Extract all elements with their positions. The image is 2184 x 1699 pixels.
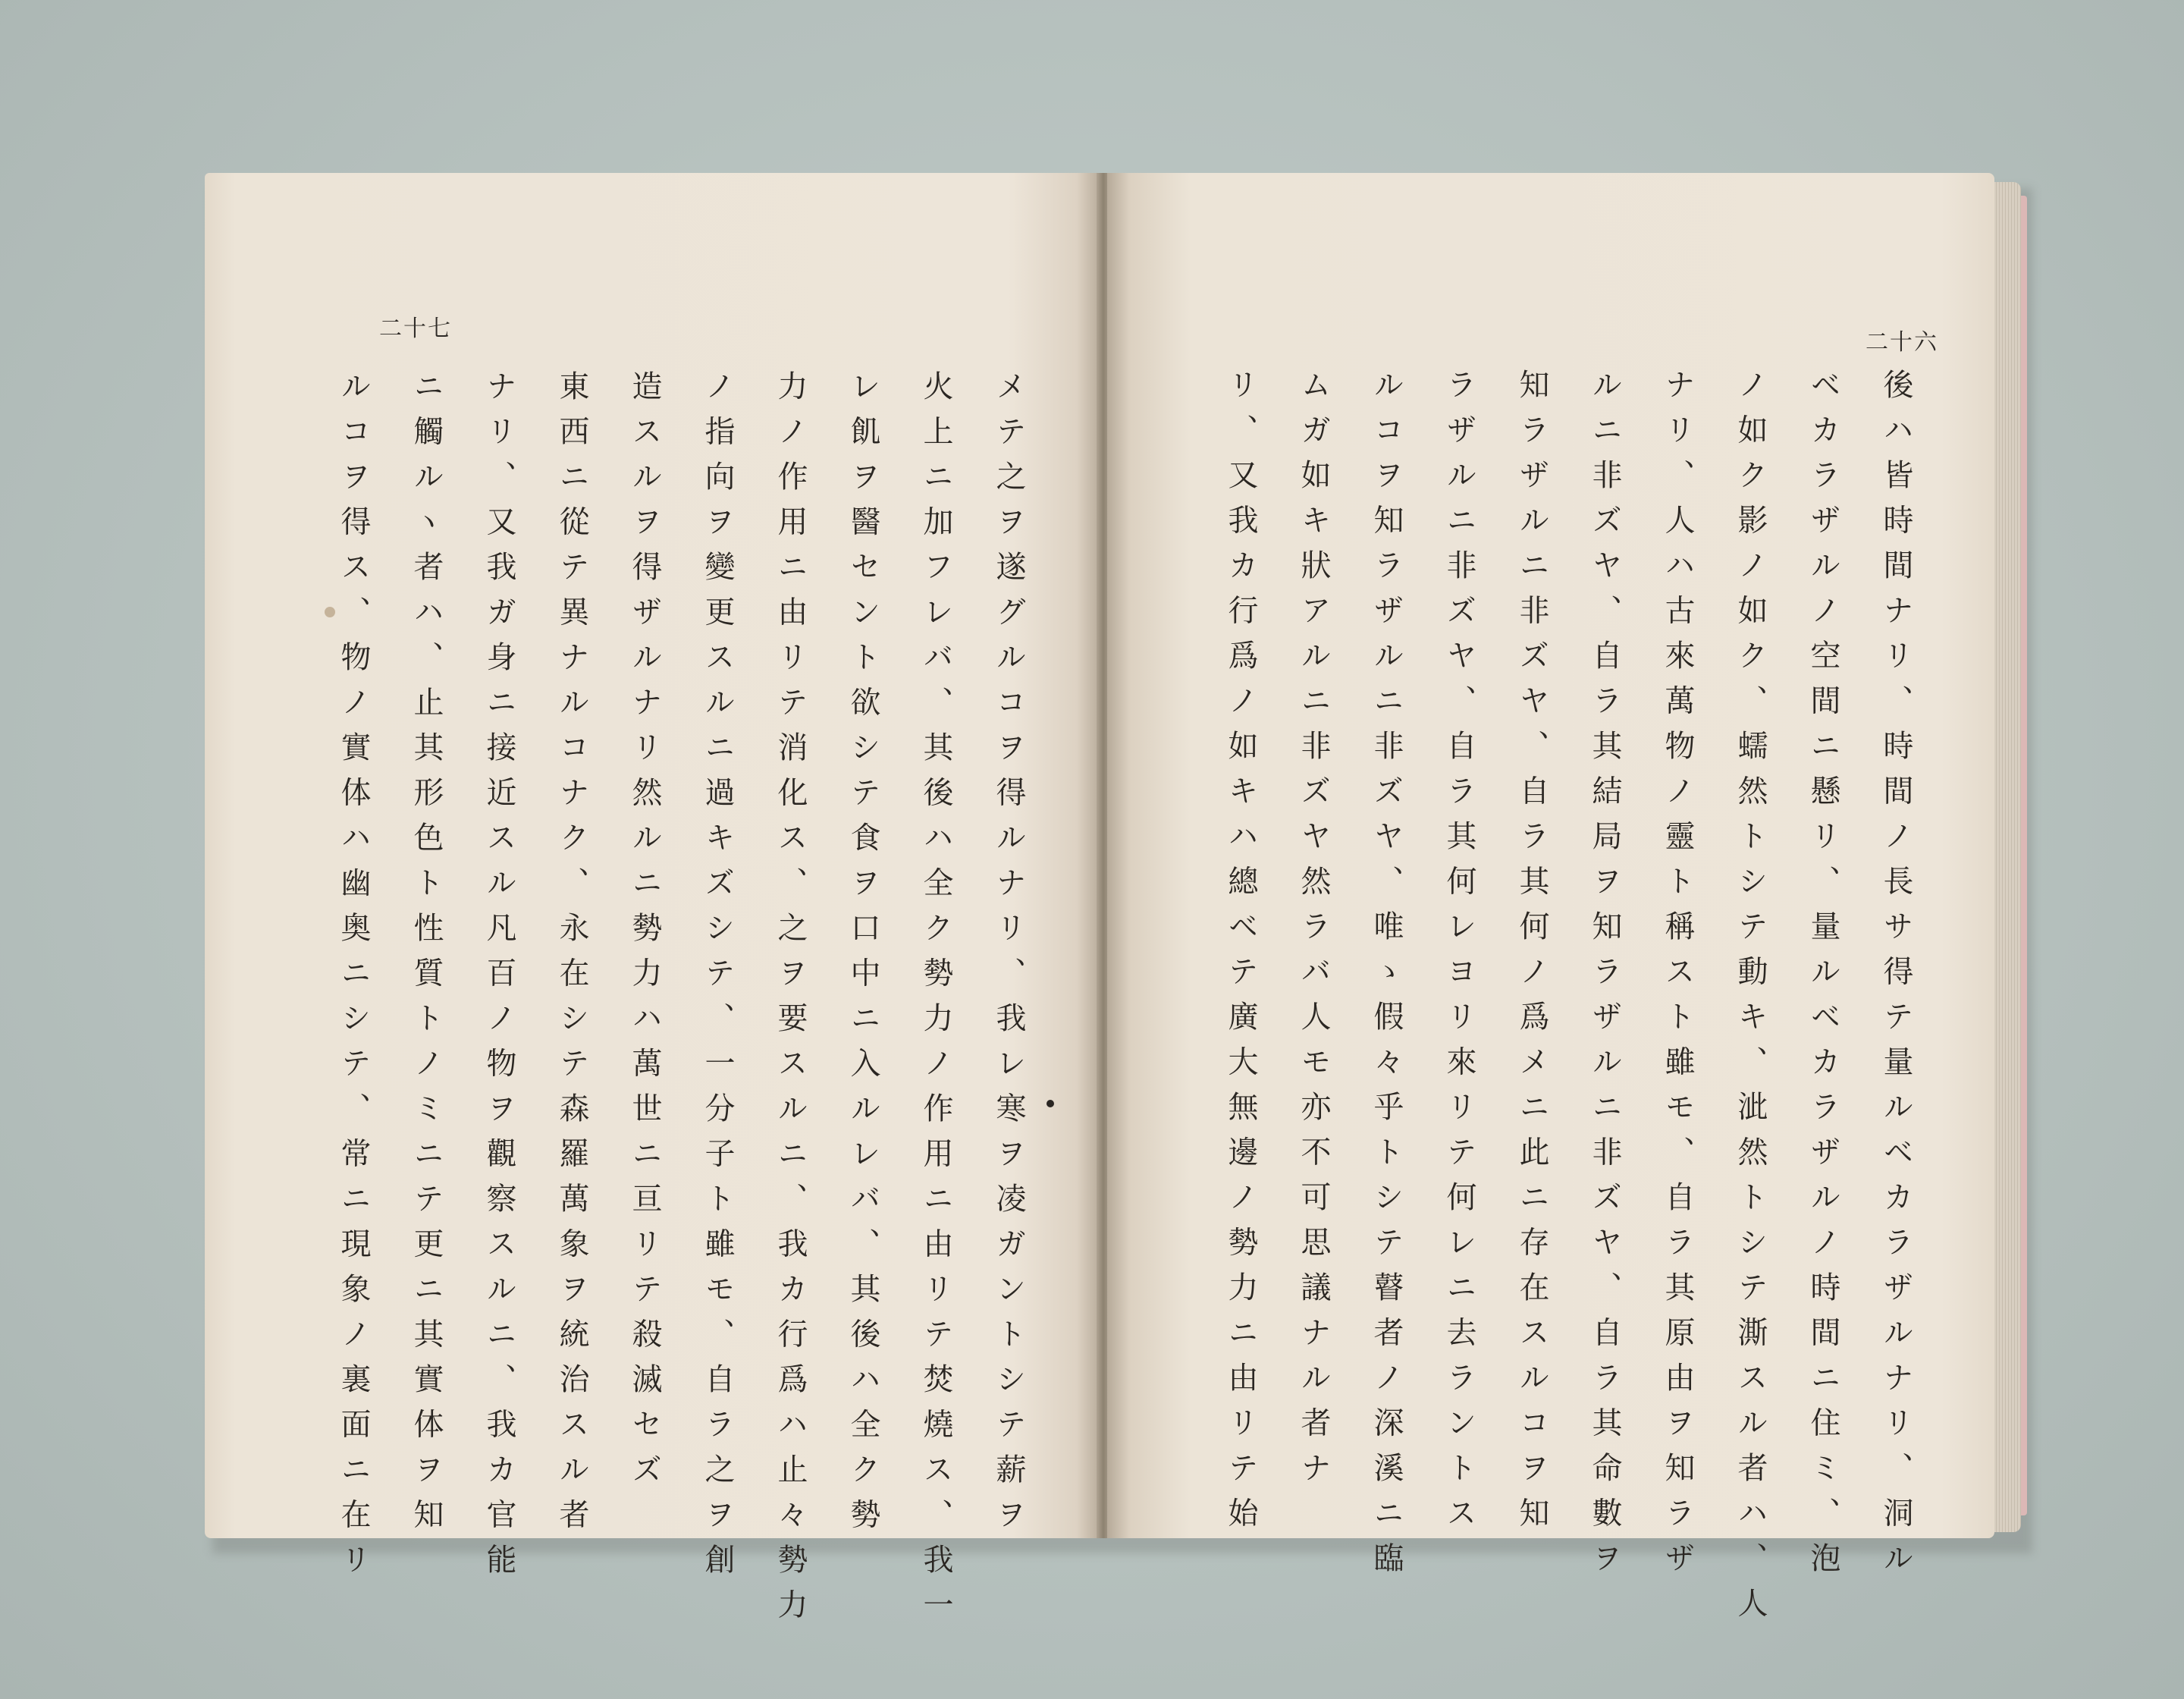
text-column: ラザルニ非ズヤ、自ラ其何レヨリ來リテ何レニ去ラントス [1442, 369, 1476, 1542]
text-column: ノ指向ヲ變更スルニ過キズシテ、一分子ト雖モ、自ラ之ヲ創 [700, 370, 735, 1589]
text-column: ナリ、又我ガ身ニ接近スル凡百ノ物ヲ觀察スルニ、我カ官能 [482, 370, 516, 1589]
text-column: ベカラザルノ空間ニ懸リ、量ルベカラザルノ時間ニ住ミ、泡 [1806, 369, 1840, 1588]
text-column: 造スルヲ得ザルナリ然ルニ勢力ハ萬世ニ亘リテ殺滅セズ [627, 370, 662, 1499]
open-book [205, 173, 2034, 1634]
paper-stain [325, 607, 335, 617]
text-column: メテ之ヲ遂グルコヲ得ルナリ、我レ寒ヲ凌ガントシテ薪ヲ [991, 370, 1026, 1544]
text-column: ナリ、人ハ古來萬物ノ靈ト稱スト雖モ、自ラ其原由ヲ知ラザ [1660, 369, 1695, 1588]
text-column: リ、又我カ行爲ノ如キハ總ベテ廣大無邊ノ勢力ニ由リテ始 [1223, 369, 1258, 1542]
text-column: 後ハ皆時間ナリ、時間ノ長サ得テ量ルベカラザルナリ、洞ル [1878, 369, 1913, 1588]
text-column: 力ノ作用ニ由リテ消化ス、之ヲ要スルニ、我カ行爲ハ止々勢力 [773, 370, 808, 1634]
right-page [1107, 173, 1994, 1632]
text-column: ルコヲ知ラザルニ非ズヤ、唯ゝ假々乎トシテ瞽者ノ深溪ニ臨 [1369, 369, 1404, 1588]
text-column: ルコヲ得ス、物ノ實体ハ幽奥ニシテ、常ニ現象ノ裏面ニ在リ [336, 370, 371, 1589]
text-column: レ飢ヲ醫セント欲シテ食ヲ口中ニ入ルレバ、其後ハ全ク勢 [846, 370, 880, 1544]
cover-edge [2021, 196, 2027, 1515]
page-number: 二十六 [1866, 329, 1938, 356]
text-column: ムガ如キ狀アルニ非ズヤ然ラバ人モ亦不可思議ナル者ナ [1296, 369, 1331, 1497]
text-column: ニ觸ルヽ者ハ、止其形色ト性質トノミニテ更ニ其實体ヲ知 [409, 370, 444, 1544]
text-column: ノ如ク影ノ如ク、蠕然トシテ動キ、泚然トシテ澌スル者ハ、人 [1733, 369, 1768, 1632]
page-edges [1991, 182, 2021, 1532]
text-column: 東西ニ從テ異ナルコナク、永在シテ森羅萬象ヲ統治スル者 [554, 370, 589, 1544]
text-column: 知ラザルニ非ズヤ、自ラ其何ノ爲メニ此ニ存在スルコヲ知 [1514, 369, 1549, 1542]
ink-dot [1046, 1100, 1054, 1107]
left-page [205, 173, 1100, 1634]
text-column: 火上ニ加フレバ、其後ハ全ク勢力ノ作用ニ由リテ焚燒ス、我一 [918, 370, 953, 1634]
page-number: 二十七 [379, 316, 452, 342]
text-column: ルニ非ズヤ、自ラ其結局ヲ知ラザルニ非ズヤ、自ラ其命數ヲ [1587, 369, 1622, 1588]
